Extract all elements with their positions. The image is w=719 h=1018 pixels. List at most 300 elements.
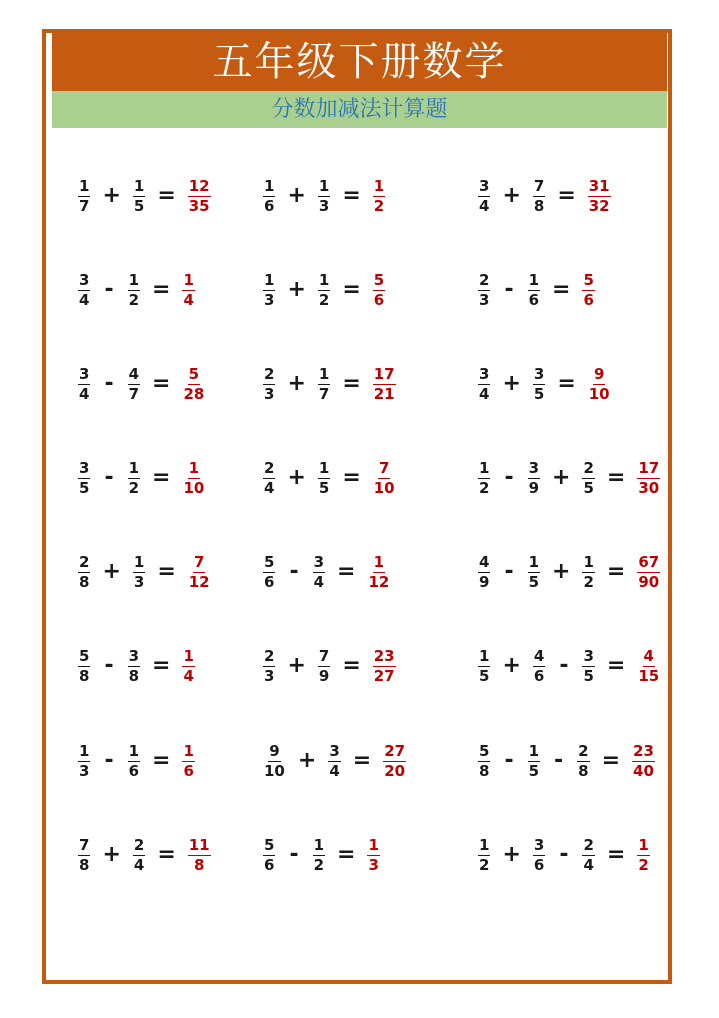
numerator: 2 <box>578 741 589 760</box>
minus-sign: - <box>104 748 114 773</box>
numerator: 11 <box>188 835 210 854</box>
denominator: 4 <box>79 290 90 309</box>
equals-sign: = <box>557 371 576 396</box>
answer-fraction <box>588 366 611 403</box>
problem-r1-c3 <box>478 171 611 221</box>
plus-sign: + <box>552 559 571 584</box>
answer-fraction <box>637 554 660 591</box>
denominator: 6 <box>264 855 275 874</box>
denominator: 3 <box>133 572 145 591</box>
numerator: 3 <box>479 176 490 195</box>
numerator: 1 <box>373 552 385 571</box>
denominator: 6 <box>128 761 140 780</box>
denominator: 5 <box>528 761 540 780</box>
fraction <box>528 743 540 780</box>
denominator: 90 <box>638 572 660 591</box>
numerator: 2 <box>264 458 275 477</box>
fraction <box>133 837 145 874</box>
minus-sign: - <box>554 748 564 773</box>
numerator: 2 <box>133 835 145 854</box>
denominator: 2 <box>318 290 330 309</box>
numerator: 1 <box>128 741 140 760</box>
fraction <box>78 272 90 309</box>
minus-sign: - <box>504 748 514 773</box>
numerator: 23 <box>373 646 395 665</box>
numerator: 4 <box>533 646 545 665</box>
numerator: 3 <box>533 835 545 854</box>
numerator: 1 <box>528 552 540 571</box>
equals-sign: = <box>342 465 361 490</box>
answer-fraction <box>188 178 211 215</box>
denominator: 8 <box>128 666 140 685</box>
denominator: 7 <box>79 196 90 215</box>
numerator: 9 <box>593 364 605 383</box>
denominator: 8 <box>578 761 589 780</box>
fraction <box>263 743 286 780</box>
numerator: 3 <box>479 364 490 383</box>
numerator: 1 <box>183 646 194 665</box>
numerator: 2 <box>583 458 594 477</box>
denominator: 8 <box>79 666 90 685</box>
denominator: 2 <box>479 855 490 874</box>
fraction <box>78 648 90 685</box>
numerator: 27 <box>384 741 406 760</box>
numerator: 3 <box>583 646 594 665</box>
plus-sign: + <box>287 183 306 208</box>
equals-sign: = <box>157 559 176 584</box>
answer-fraction <box>182 460 205 497</box>
numerator: 5 <box>264 552 275 571</box>
answer-fraction <box>637 460 660 497</box>
page-title: 五年级下册数学 <box>52 33 667 91</box>
fraction <box>263 272 275 309</box>
numerator: 1 <box>528 741 540 760</box>
equals-sign: = <box>552 277 571 302</box>
minus-sign: - <box>104 465 114 490</box>
denominator: 8 <box>79 572 90 591</box>
denominator: 8 <box>193 855 205 874</box>
numerator: 3 <box>533 364 545 383</box>
equals-sign: = <box>601 748 621 773</box>
equals-sign: = <box>342 653 361 678</box>
denominator: 3 <box>264 290 275 309</box>
fraction <box>133 178 145 215</box>
problem-r1-c2 <box>263 171 385 221</box>
problem-r4-c3 <box>478 453 660 503</box>
answer-fraction <box>188 554 211 591</box>
numerator: 2 <box>264 646 275 665</box>
numerator: 2 <box>79 552 90 571</box>
answer-fraction <box>373 366 396 403</box>
plus-sign: + <box>502 842 521 867</box>
fraction <box>263 178 275 215</box>
equals-sign: = <box>152 653 171 678</box>
numerator: 1 <box>373 176 385 195</box>
equals-sign: = <box>152 465 171 490</box>
problem-r8-c3 <box>478 830 650 880</box>
denominator: 5 <box>318 478 330 497</box>
denominator: 2 <box>638 855 649 874</box>
denominator: 21 <box>373 384 395 403</box>
numerator: 3 <box>79 270 90 289</box>
answer-fraction <box>182 648 194 685</box>
plus-sign: + <box>502 183 521 208</box>
denominator: 5 <box>528 572 540 591</box>
fraction <box>128 648 140 685</box>
plus-sign: + <box>287 465 306 490</box>
denominator: 4 <box>479 384 490 403</box>
fraction <box>313 554 325 591</box>
numerator: 1 <box>528 270 540 289</box>
denominator: 27 <box>373 666 395 685</box>
denominator: 10 <box>264 761 285 780</box>
plus-sign: + <box>297 748 317 773</box>
problem-r3-c2 <box>263 359 396 409</box>
numerator: 1 <box>313 835 325 854</box>
denominator: 9 <box>318 666 330 685</box>
problem-r5-c1 <box>78 547 211 597</box>
numerator: 3 <box>79 458 90 477</box>
numerator: 1 <box>583 552 594 571</box>
denominator: 4 <box>329 761 340 780</box>
numerator: 4 <box>479 552 490 571</box>
denominator: 8 <box>79 855 90 874</box>
fraction <box>263 837 275 874</box>
answer-fraction <box>588 178 611 215</box>
numerator: 2 <box>583 835 594 854</box>
numerator: 1 <box>79 176 90 195</box>
minus-sign: - <box>504 277 514 302</box>
numerator: 1 <box>133 176 145 195</box>
denominator: 5 <box>133 196 145 215</box>
numerator: 1 <box>368 835 379 854</box>
numerator: 1 <box>128 270 140 289</box>
fraction <box>478 272 490 309</box>
numerator: 3 <box>128 646 140 665</box>
numerator: 7 <box>318 646 330 665</box>
numerator: 17 <box>638 458 660 477</box>
equals-sign: = <box>342 183 361 208</box>
denominator: 6 <box>528 290 540 309</box>
denominator: 10 <box>183 478 205 497</box>
denominator: 4 <box>183 666 194 685</box>
numerator: 1 <box>318 270 330 289</box>
equals-sign: = <box>352 748 372 773</box>
problem-r5-c2 <box>263 547 390 597</box>
equals-sign: = <box>337 842 356 867</box>
numerator: 17 <box>373 364 395 383</box>
denominator: 4 <box>264 478 275 497</box>
fraction <box>577 743 589 780</box>
numerator: 2 <box>264 364 275 383</box>
numerator: 5 <box>79 646 90 665</box>
page-subtitle: 分数加减法计算题 <box>52 91 667 128</box>
answer-fraction <box>182 366 205 403</box>
fraction <box>318 460 330 497</box>
denominator: 4 <box>133 855 145 874</box>
denominator: 6 <box>264 572 275 591</box>
numerator: 7 <box>533 176 545 195</box>
denominator: 12 <box>188 572 210 591</box>
denominator: 3 <box>479 290 490 309</box>
minus-sign: - <box>504 559 514 584</box>
fraction <box>78 837 90 874</box>
fraction <box>78 554 90 591</box>
fraction <box>78 743 90 780</box>
equals-sign: = <box>342 371 361 396</box>
denominator: 3 <box>79 761 90 780</box>
numerator: 5 <box>583 270 594 289</box>
fraction <box>533 648 545 685</box>
fraction <box>78 460 90 497</box>
denominator: 3 <box>318 196 330 215</box>
equals-sign: = <box>152 371 171 396</box>
problem-r3-c3 <box>478 359 611 409</box>
answer-fraction <box>373 460 396 497</box>
denominator: 32 <box>588 196 610 215</box>
denominator: 6 <box>373 290 385 309</box>
denominator: 4 <box>79 384 90 403</box>
problem-r2-c2 <box>263 265 385 315</box>
numerator: 5 <box>479 741 490 760</box>
answer-fraction <box>373 272 385 309</box>
denominator: 2 <box>583 572 594 591</box>
fraction <box>263 554 275 591</box>
fraction <box>128 272 140 309</box>
problem-r3-c1 <box>78 359 205 409</box>
problem-r4-c2 <box>263 453 396 503</box>
problem-r7-c1 <box>78 736 195 786</box>
denominator: 35 <box>188 196 210 215</box>
problem-r6-c3 <box>478 641 660 691</box>
plus-sign: + <box>102 559 121 584</box>
denominator: 12 <box>368 572 390 591</box>
denominator: 6 <box>583 290 594 309</box>
fraction <box>582 554 594 591</box>
equals-sign: = <box>152 748 171 773</box>
numerator: 7 <box>193 552 205 571</box>
answer-fraction <box>373 648 396 685</box>
fraction <box>263 648 275 685</box>
plus-sign: + <box>102 183 121 208</box>
problem-r7-c2 <box>263 736 406 786</box>
denominator: 6 <box>183 761 194 780</box>
numerator: 5 <box>373 270 385 289</box>
numerator: 7 <box>79 835 90 854</box>
fraction <box>318 178 330 215</box>
equals-sign: = <box>557 183 576 208</box>
problem-r4-c1 <box>78 453 205 503</box>
answer-fraction <box>383 743 406 780</box>
fraction <box>328 743 340 780</box>
equals-sign: = <box>157 842 176 867</box>
numerator: 1 <box>188 458 200 477</box>
answer-fraction <box>632 743 655 780</box>
denominator: 9 <box>528 478 540 497</box>
fraction <box>318 272 330 309</box>
answer-fraction <box>188 837 211 874</box>
numerator: 1 <box>638 835 649 854</box>
fraction <box>582 460 594 497</box>
fraction <box>528 460 540 497</box>
fraction <box>533 366 545 403</box>
fraction <box>128 743 140 780</box>
answer-fraction <box>582 272 594 309</box>
numerator: 12 <box>188 176 210 195</box>
numerator: 3 <box>528 458 540 477</box>
numerator: 1 <box>128 458 140 477</box>
numerator: 3 <box>329 741 340 760</box>
numerator: 5 <box>188 364 200 383</box>
answer-fraction <box>367 554 390 591</box>
denominator: 30 <box>638 478 660 497</box>
fraction <box>478 648 490 685</box>
denominator: 2 <box>313 855 325 874</box>
denominator: 6 <box>533 855 545 874</box>
fraction <box>128 460 140 497</box>
denominator: 4 <box>583 855 594 874</box>
denominator: 28 <box>183 384 205 403</box>
answer-fraction <box>182 743 194 780</box>
numerator: 9 <box>269 741 280 760</box>
denominator: 6 <box>533 666 545 685</box>
fraction <box>478 743 490 780</box>
fraction <box>128 366 140 403</box>
fraction <box>78 366 90 403</box>
plus-sign: + <box>287 653 306 678</box>
denominator: 15 <box>638 666 660 685</box>
numerator: 1 <box>479 835 490 854</box>
equals-sign: = <box>337 559 356 584</box>
fraction <box>478 178 490 215</box>
denominator: 4 <box>313 572 325 591</box>
denominator: 5 <box>583 478 594 497</box>
numerator: 1 <box>264 176 275 195</box>
fraction <box>478 554 490 591</box>
numerator: 1 <box>318 364 330 383</box>
minus-sign: - <box>104 371 114 396</box>
minus-sign: - <box>504 465 514 490</box>
numerator: 1 <box>479 458 490 477</box>
fraction <box>133 554 145 591</box>
denominator: 3 <box>264 384 275 403</box>
denominator: 2 <box>128 290 140 309</box>
denominator: 5 <box>479 666 490 685</box>
denominator: 7 <box>128 384 140 403</box>
denominator: 10 <box>588 384 610 403</box>
fraction <box>582 837 594 874</box>
denominator: 5 <box>583 666 594 685</box>
numerator: 4 <box>643 646 654 665</box>
minus-sign: - <box>289 842 299 867</box>
numerator: 2 <box>479 270 490 289</box>
fraction <box>528 554 540 591</box>
numerator: 1 <box>479 646 490 665</box>
minus-sign: - <box>104 277 114 302</box>
numerator: 1 <box>133 552 145 571</box>
problem-r5-c3 <box>478 547 660 597</box>
denominator: 3 <box>264 666 275 685</box>
numerator: 5 <box>264 835 275 854</box>
denominator: 20 <box>384 761 406 780</box>
numerator: 1 <box>318 458 330 477</box>
plus-sign: + <box>502 371 521 396</box>
denominator: 8 <box>533 196 545 215</box>
minus-sign: - <box>289 559 299 584</box>
numerator: 1 <box>183 270 194 289</box>
numerator: 23 <box>633 741 654 760</box>
plus-sign: + <box>552 465 571 490</box>
denominator: 6 <box>264 196 275 215</box>
problem-r8-c1 <box>78 830 211 880</box>
numerator: 7 <box>378 458 390 477</box>
answer-fraction <box>637 837 649 874</box>
numerator: 1 <box>318 176 330 195</box>
numerator: 3 <box>79 364 90 383</box>
plus-sign: + <box>287 277 306 302</box>
equals-sign: = <box>157 183 176 208</box>
denominator: 4 <box>183 290 194 309</box>
plus-sign: + <box>502 653 521 678</box>
denominator: 40 <box>633 761 654 780</box>
problem-r8-c2 <box>263 830 380 880</box>
answer-fraction <box>367 837 379 874</box>
fraction <box>528 272 540 309</box>
fraction <box>478 837 490 874</box>
equals-sign: = <box>606 559 626 584</box>
fraction <box>313 837 325 874</box>
denominator: 4 <box>479 196 490 215</box>
denominator: 7 <box>318 384 330 403</box>
problem-r7-c3 <box>478 736 655 786</box>
fraction <box>263 460 275 497</box>
denominator: 5 <box>79 478 90 497</box>
equals-sign: = <box>606 653 626 678</box>
plus-sign: + <box>287 371 306 396</box>
minus-sign: - <box>559 842 569 867</box>
problem-r1-c1 <box>78 171 211 221</box>
numerator: 3 <box>313 552 325 571</box>
fraction <box>78 178 90 215</box>
problem-r6-c2 <box>263 641 396 691</box>
equals-sign: = <box>342 277 361 302</box>
answer-fraction <box>637 648 660 685</box>
numerator: 4 <box>128 364 140 383</box>
denominator: 2 <box>479 478 490 497</box>
numerator: 1 <box>183 741 194 760</box>
fraction <box>318 366 330 403</box>
fraction <box>478 366 490 403</box>
minus-sign: - <box>104 653 114 678</box>
numerator: 67 <box>638 552 660 571</box>
denominator: 8 <box>479 761 490 780</box>
numerator: 1 <box>79 741 90 760</box>
problem-r2-c1 <box>78 265 195 315</box>
fraction <box>318 648 330 685</box>
equals-sign: = <box>606 465 626 490</box>
plus-sign: + <box>102 842 121 867</box>
numerator: 1 <box>264 270 275 289</box>
fraction <box>478 460 490 497</box>
denominator: 10 <box>373 478 395 497</box>
denominator: 9 <box>479 572 490 591</box>
denominator: 3 <box>368 855 379 874</box>
fraction <box>263 366 275 403</box>
denominator: 5 <box>533 384 545 403</box>
equals-sign: = <box>152 277 171 302</box>
equals-sign: = <box>606 842 626 867</box>
numerator: 31 <box>588 176 610 195</box>
